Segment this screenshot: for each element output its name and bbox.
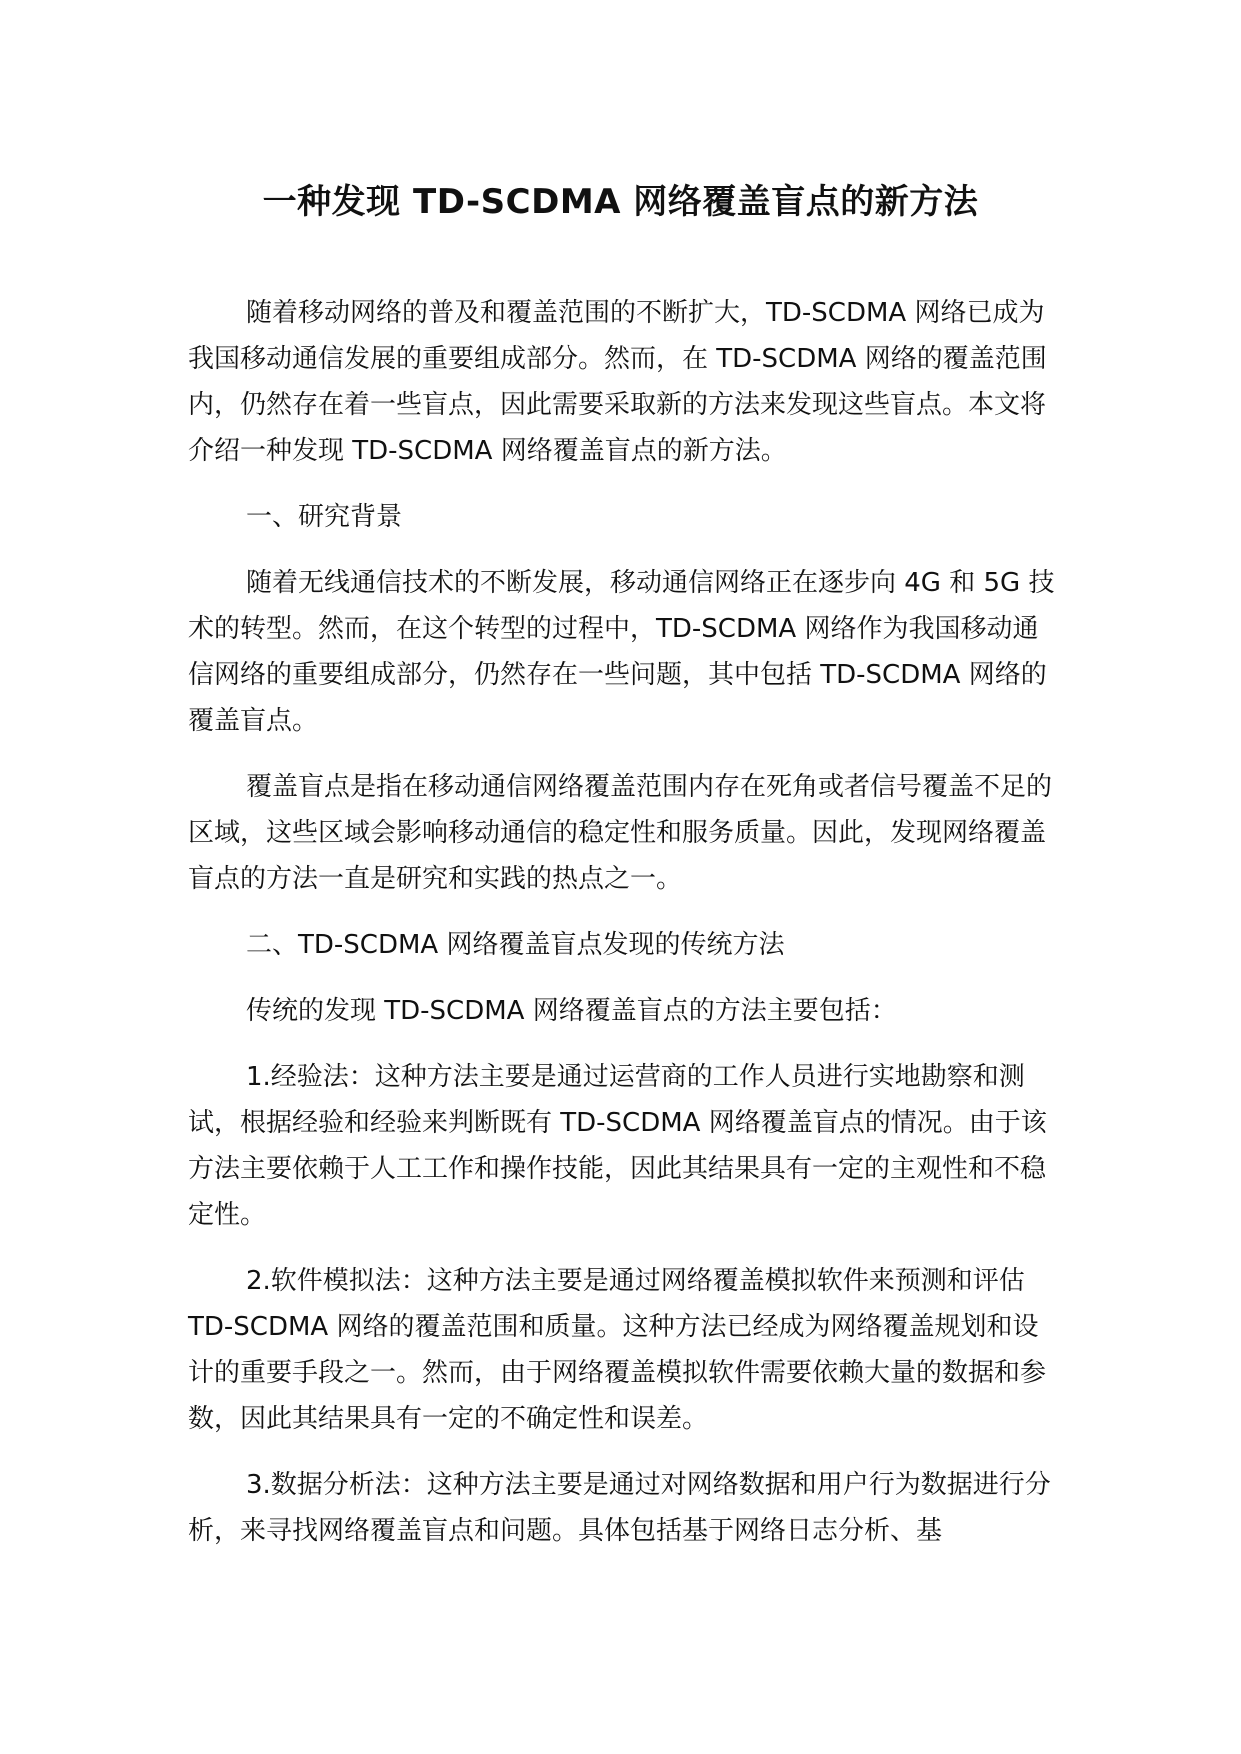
traditional-methods-intro: 传统的发现 TD-SCDMA 网络覆盖盲点的方法主要包括：: [246, 996, 897, 1026]
method-item-1: 1.经验法：这种方法主要是通过运营商的工作人员进行实地勘察和测试，根据经验和经验来判断既有 TD-SCDMA 网络覆盖盲点的情况。由于该方法主要依赖于人工工作和操作技能，因此其结果具有一定的主观性和不稳定性。: [188, 1062, 1047, 1230]
method-item-2: 2.软件模拟法：这种方法主要是通过网络覆盖模拟软件来预测和评估 TD-SCDMA 网络的覆盖范围和质量。这种方法已经成为网络覆盖规划和设计的重要手段之一。然而，由于网络覆盖模拟软件需要依赖大量的数据和参数，因此其结果具有一定的不确定性和误差。: [188, 1266, 1047, 1434]
document-body: [188, 290, 1056, 1574]
section-heading-background: 一、研究背景: [246, 502, 403, 532]
method-item-3: 3.数据分析法：这种方法主要是通过对网络数据和用户行为数据进行分析，来寻找网络覆盖盲点和问题。具体包括基于网络日志分析、基: [188, 1470, 1051, 1546]
intro-paragraph: 随着移动网络的普及和覆盖范围的不断扩大，TD-SCDMA 网络已成为我国移动通信发展的重要组成部分。然而，在 TD-SCDMA 网络的覆盖范围内，仍然存在着一些盲点，因此需要采取新的方法来发现这些盲点。本文将介绍一种发现 TD-SCDMA 网络覆盖盲点的新方法。: [188, 298, 1047, 466]
section-heading-traditional-methods: 二、TD-SCDMA 网络覆盖盲点发现的传统方法: [246, 930, 785, 960]
background-paragraph-2: 覆盖盲点是指在移动通信网络覆盖范围内存在死角或者信号覆盖不足的区域，这些区域会影响移动通信的稳定性和服务质量。因此，发现网络覆盖盲点的方法一直是研究和实践的热点之一。: [188, 772, 1053, 894]
background-paragraph-1: 随着无线通信技术的不断发展，移动通信网络正在逐步向 4G 和 5G 技术的转型。然而，在这个转型的过程中，TD-SCDMA 网络作为我国移动通信网络的重要组成部分，仍然存在一些问题，其中包括 TD-SCDMA 网络的覆盖盲点。: [188, 568, 1055, 736]
document-title: 一种发现 TD-SCDMA 网络覆盖盲点的新方法: [262, 182, 979, 222]
